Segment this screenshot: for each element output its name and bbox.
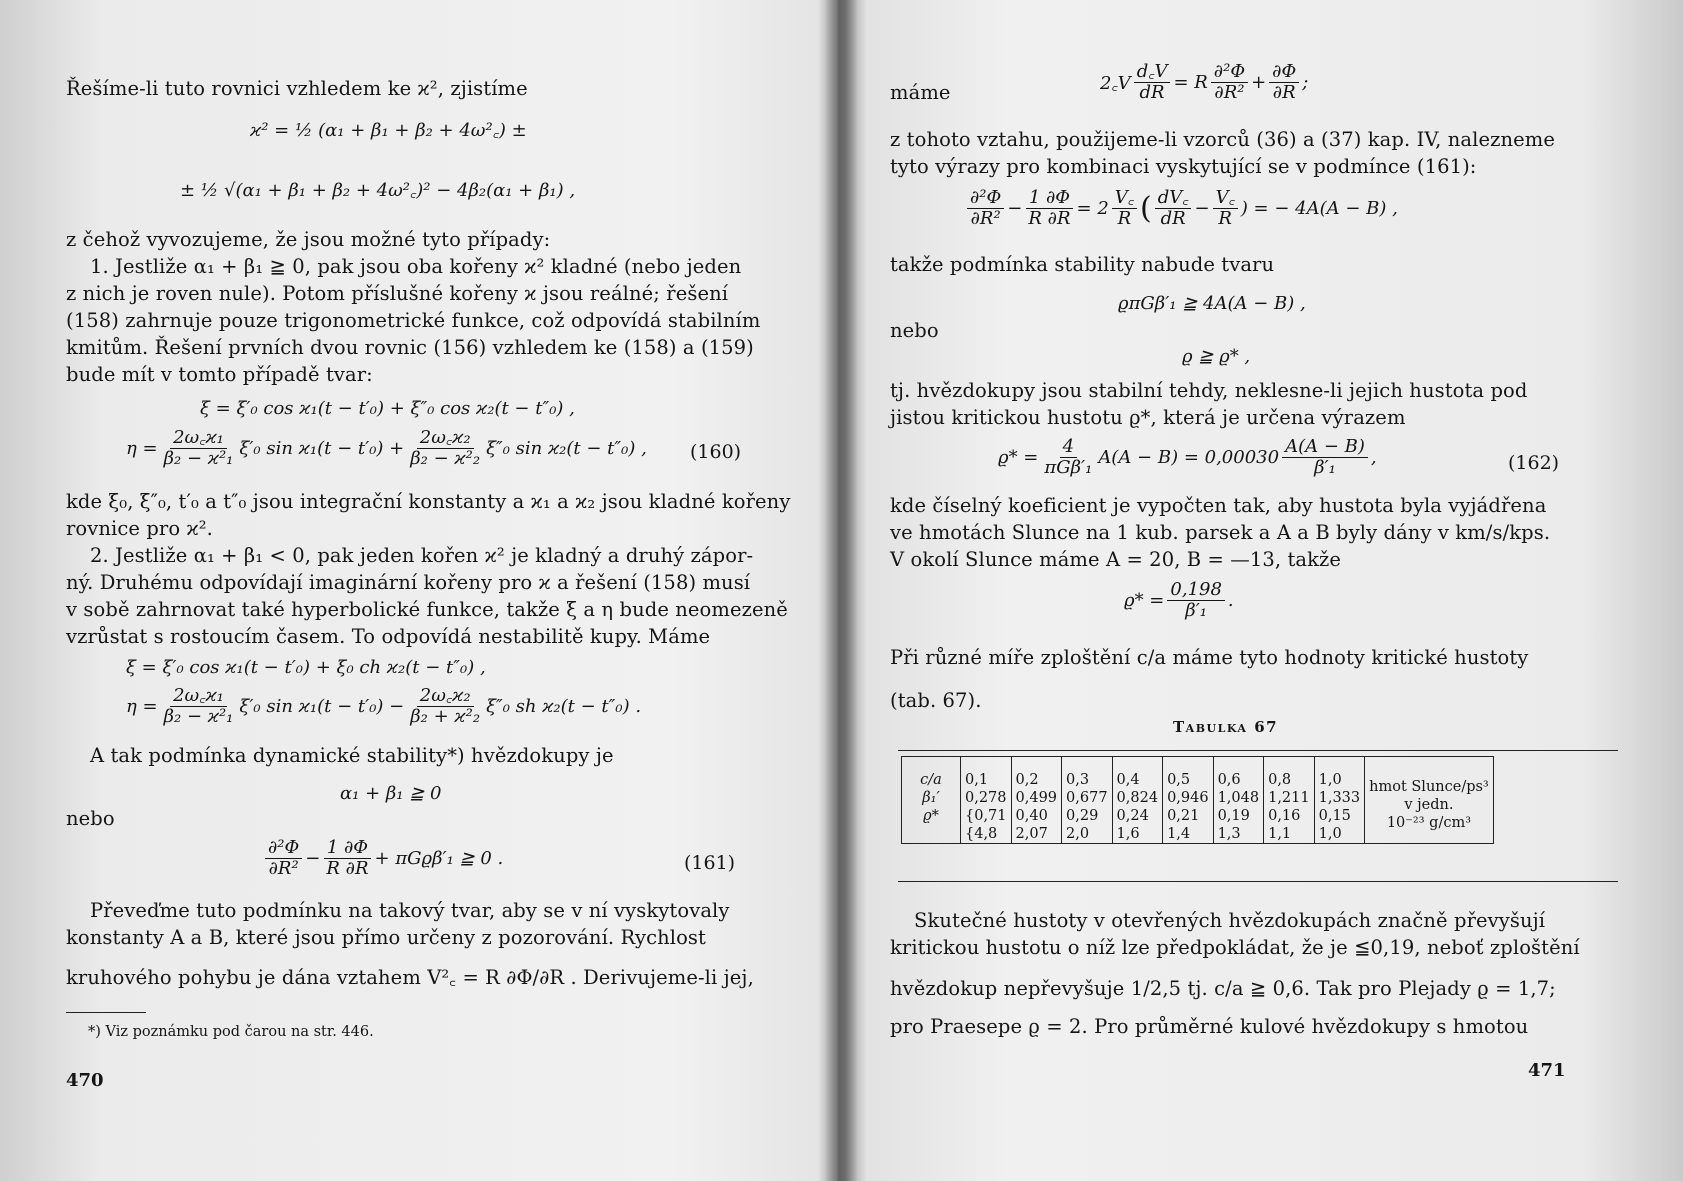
page-470 xyxy=(0,0,830,1181)
eq-part: = R xyxy=(1173,72,1208,93)
text-line: Převeďme tuto podmínku na takový tvar, aby se v ní vyskytovaly xyxy=(90,899,730,922)
table-column xyxy=(1314,757,1365,844)
page-number: 471 xyxy=(1528,1060,1566,1081)
table-cell: 2,0 xyxy=(1066,826,1090,842)
equation-number-160: (160) xyxy=(690,441,742,463)
table-cell: 10⁻²³ g/cm³ xyxy=(1386,815,1472,831)
eq-part: ξ′₀ sin ϰ₁(t − t′₀) + xyxy=(239,438,405,459)
eq-part: ϱ* = xyxy=(1124,590,1165,611)
table-unit-column xyxy=(1365,757,1494,844)
text-line: konstanty A a B, které jsou přímo určeny z pozorování. Rychlost xyxy=(66,926,706,949)
text-line: kruhového pohybu je dána vztahem V²꜀ = R ∂Φ/∂R . Derivujeme-li jej, xyxy=(66,966,754,989)
text-line: nebo xyxy=(890,319,939,342)
text-line: z nich je roven nule). Potom příslušné kořeny ϰ jsou reálné; řešení xyxy=(66,282,729,305)
text-line: kmitům. Řešení prvních dvou rovnic (156) vzhledem ke (158) a (159) xyxy=(66,336,754,359)
text-line: z tohoto vztahu, použijeme-li vzorců (36) a (37) kap. IV, nalezneme xyxy=(890,128,1556,151)
fraction-denominator: β′₁ xyxy=(1185,600,1208,621)
equation-combination xyxy=(964,188,1398,229)
table-cell: {4,8 xyxy=(965,826,998,842)
table-cell: hmot Slunce/ps³ xyxy=(1369,779,1489,795)
table-column xyxy=(1213,757,1264,844)
eq-part: − xyxy=(305,848,321,869)
fraction-denominator: β₂ − ϰ²₁ xyxy=(163,706,234,727)
fraction xyxy=(1025,188,1073,229)
text-line: rovnice pro ϰ². xyxy=(66,517,213,540)
eq-part: ξ′₀ sin ϰ₁(t − t′₀) − xyxy=(239,696,405,717)
table-cell: 1,0 xyxy=(1318,772,1342,788)
table-cell: 1,4 xyxy=(1167,826,1191,842)
eq-part: 2꜀V xyxy=(1100,72,1131,94)
fraction xyxy=(1112,188,1137,229)
text-line: Řešíme-li tuto rovnici vzhledem ke ϰ², zjistíme xyxy=(66,77,528,100)
fraction-numerator: ∂²Φ xyxy=(1211,62,1248,83)
equation-161 xyxy=(262,838,503,879)
fraction-numerator: ∂Φ xyxy=(1269,62,1299,83)
table-row xyxy=(902,757,1494,844)
fraction-denominator: R ∂R xyxy=(326,858,369,879)
equation-xi-unstable: ξ = ξ′₀ cos ϰ₁(t − t′₀) + ξ₀ ch ϰ₂(t − t″₀) , xyxy=(126,657,486,678)
fraction xyxy=(407,428,483,469)
table-row-labels xyxy=(902,757,961,844)
text-line: bude mít v tomto případě tvar: xyxy=(66,363,373,386)
page-number: 470 xyxy=(66,1070,104,1091)
table-67 xyxy=(901,756,1494,844)
eq-part: , xyxy=(1370,447,1377,468)
table-cell: 2,07 xyxy=(1015,826,1048,842)
fraction-numerator: d꜀V xyxy=(1134,62,1171,83)
text-line: (158) zahrnuje pouze trigonometrické funkce, což odpovídá stabilním xyxy=(66,309,761,332)
table-cell: v jedn. xyxy=(1404,797,1454,813)
equation-xi-stable: ξ = ξ′₀ cos ϰ₁(t − t′₀) + ξ″₀ cos ϰ₂(t − t″₀) , xyxy=(200,398,575,419)
table-cell: 0,40 xyxy=(1015,808,1048,824)
table-cell: 0,677 xyxy=(1066,790,1108,806)
table-column xyxy=(1264,757,1315,844)
eq-part: ; xyxy=(1302,72,1309,93)
fraction xyxy=(1134,62,1171,103)
equation-stability: ϱπGβ′₁ ≧ 4A(A − B) , xyxy=(1118,293,1306,314)
fraction-denominator: R xyxy=(1117,208,1132,229)
fraction-numerator: 1 ∂Φ xyxy=(1026,188,1073,209)
table-cell: 0,16 xyxy=(1268,808,1301,824)
text-line: Při různé míře zploštění c/a máme tyto hodnoty kritické hustoty xyxy=(890,646,1529,669)
equation-eta-unstable xyxy=(126,686,641,727)
fraction xyxy=(1041,437,1095,478)
fraction-numerator: ∂²Φ xyxy=(265,838,302,859)
fraction-numerator: V꜀ xyxy=(1213,188,1238,209)
table-cell: 1,3 xyxy=(1217,826,1241,842)
equation-kappa-2: ± ½ √(α₁ + β₁ + β₂ + 4ω²꜀)² − 4β₂(α₁ + β₁) , xyxy=(180,180,576,201)
fraction xyxy=(265,838,302,879)
eq-part: A(A − B) = 0,00030 xyxy=(1098,447,1280,468)
text-line: v sobě zahrnovat také hyperbolické funkce, takže ξ a η bude neomezeně xyxy=(66,598,788,621)
text-line: V okolí Slunce máme A = 20, B = —13, takže xyxy=(890,548,1342,571)
fraction-denominator: πGβ′₁ xyxy=(1044,457,1093,478)
eq-part: . xyxy=(1227,590,1234,611)
eq-part: + xyxy=(1251,72,1267,93)
fraction-numerator: dV꜀ xyxy=(1155,188,1192,209)
text-line: vzrůstat s rostoucím časem. To odpovídá nestabilitě kupy. Máme xyxy=(66,625,711,648)
equation-condition: α₁ + β₁ ≧ 0 xyxy=(340,783,442,804)
text-line: pro Praesepe ϱ = 2. Pro průměrné kulové hvězdokupy s hmotou xyxy=(890,1015,1529,1038)
fraction xyxy=(1167,580,1225,621)
fraction-numerator: 4 xyxy=(1060,437,1077,458)
table-column xyxy=(1011,757,1062,844)
fraction xyxy=(161,686,237,727)
text-line: z čehož vyvozujeme, že jsou možné tyto případy: xyxy=(66,228,551,251)
table-column xyxy=(1112,757,1163,844)
table-cell: β₁′ xyxy=(922,790,940,806)
equation-critical-value xyxy=(1124,580,1234,621)
eq-part: ξ″₀ sin ϰ₂(t − t″₀) , xyxy=(486,438,647,459)
fraction-denominator: ∂R² xyxy=(970,208,1001,229)
fraction-denominator: ∂R² xyxy=(268,858,299,879)
eq-part: ξ″₀ sh ϰ₂(t − t″₀) . xyxy=(486,696,642,717)
table-column xyxy=(1062,757,1113,844)
text-line: 2. Jestliže α₁ + β₁ < 0, pak jeden kořen ϰ² je kladný a druhý zápor- xyxy=(90,544,754,567)
fraction xyxy=(1282,437,1368,478)
eq-part: = 2 xyxy=(1076,198,1109,219)
fraction-denominator: dR xyxy=(1139,82,1165,103)
equation-mame xyxy=(1100,62,1308,103)
table-cell: 0,5 xyxy=(1167,772,1191,788)
text-line: tj. hvězdokupy jsou stabilní tehdy, neklesne-li jejich hustota pod xyxy=(890,379,1528,402)
table-cell: 0,1 xyxy=(965,772,989,788)
fraction-numerator: 1 ∂Φ xyxy=(324,838,371,859)
text-line: Skutečné hustoty v otevřených hvězdokupách značně převyšují xyxy=(914,909,1546,932)
equation-critical-density xyxy=(998,437,1377,478)
text-line: tyto výrazy pro kombinaci vyskytující se v podmínce (161): xyxy=(890,155,1477,178)
fraction-denominator: ∂R² xyxy=(1214,82,1245,103)
fraction xyxy=(161,428,237,469)
fraction xyxy=(1211,62,1248,103)
table-67-frame xyxy=(898,750,1618,882)
fraction-numerator: ∂²Φ xyxy=(967,188,1004,209)
table-cell: ϱ* xyxy=(923,808,939,824)
text-line: A tak podmínka dynamické stability*) hvězdokupy je xyxy=(90,744,614,767)
fraction-numerator: 2ω꜀ϰ₁ xyxy=(170,686,227,707)
equation-rho: ϱ ≧ ϱ* , xyxy=(1182,346,1251,367)
fraction xyxy=(407,686,483,727)
fraction xyxy=(1213,188,1238,229)
table-column xyxy=(961,757,1012,844)
fraction xyxy=(1155,188,1192,229)
fraction-denominator: R xyxy=(1218,208,1232,229)
page-471 xyxy=(838,0,1683,1181)
table-cell: 0,19 xyxy=(1217,808,1250,824)
text-line: máme xyxy=(890,81,951,104)
eq-part: − xyxy=(1194,198,1210,219)
text-line: takže podmínka stability nabude tvaru xyxy=(890,253,1275,276)
fraction-denominator: ∂R xyxy=(1272,82,1296,103)
table-cell: 0,29 xyxy=(1066,808,1099,824)
text-line: hvězdokup nepřevyšuje 1/2,5 tj. c/a ≧ 0,6. Tak pro Plejady ϱ = 1,7; xyxy=(890,977,1556,1000)
footnote: *) Viz poznámku pod čarou na str. 446. xyxy=(88,1024,374,1040)
equation-kappa-1: ϰ² = ½ (α₁ + β₁ + β₂ + 4ω²꜀) ± xyxy=(250,120,527,141)
footnote-rule xyxy=(66,1012,146,1013)
text-line: ný. Druhému odpovídají imaginární kořeny pro ϰ a řešení (158) musí xyxy=(66,571,751,594)
fraction-denominator: β′₁ xyxy=(1314,457,1336,478)
equation-number-162: (162) xyxy=(1508,452,1560,474)
table-cell: 1,0 xyxy=(1318,826,1342,842)
eq-part: ϱ* = xyxy=(998,447,1039,468)
fraction xyxy=(1269,62,1299,103)
eq-part: + πGϱβ′₁ ≧ 0 . xyxy=(374,848,504,869)
table-cell: 0,278 xyxy=(965,790,1007,806)
fraction-numerator: 0,198 xyxy=(1167,580,1225,601)
table-caption: Tabulka 67 xyxy=(1173,718,1279,736)
table-cell: 1,6 xyxy=(1116,826,1140,842)
table-cell: 0,6 xyxy=(1217,772,1241,788)
table-cell: 0,946 xyxy=(1167,790,1209,806)
fraction-denominator: β₂ − ϰ²₁ xyxy=(163,448,234,469)
table-cell: 0,2 xyxy=(1015,772,1039,788)
table-cell: c/a xyxy=(920,772,942,788)
eq-part: η = xyxy=(126,696,158,717)
text-line: ve hmotách Slunce na 1 kub. parsek a A a B byly dány v km/s/kps. xyxy=(890,521,1551,544)
text-line: 1. Jestliže α₁ + β₁ ≧ 0, pak jsou oba kořeny ϰ² kladné (nebo jeden xyxy=(90,255,742,278)
table-cell: 0,824 xyxy=(1116,790,1159,806)
table-cell: 0,24 xyxy=(1116,808,1149,824)
eq-part: ( xyxy=(1140,191,1152,226)
text-line: kritickou hustotu o níž lze předpokládat, že je ≦0,19, neboť zploštění xyxy=(890,936,1580,959)
table-cell: 1,211 xyxy=(1268,790,1310,806)
fraction-numerator: V꜀ xyxy=(1112,188,1137,209)
text-line: (tab. 67). xyxy=(890,689,982,712)
table-cell: 0,3 xyxy=(1066,772,1090,788)
table-cell: 0,499 xyxy=(1015,790,1058,806)
text-line: nebo xyxy=(66,807,115,830)
table-cell: 0,8 xyxy=(1268,772,1292,788)
table-cell: 0,21 xyxy=(1167,808,1200,824)
table-cell: 1,1 xyxy=(1268,826,1292,842)
eq-part: ) = − 4A(A − B) , xyxy=(1240,198,1398,219)
equation-number-161: (161) xyxy=(684,852,736,874)
fraction xyxy=(967,188,1004,229)
text-line: kde číselný koeficient je vypočten tak, aby hustota byla vyjádřena xyxy=(890,494,1547,517)
fraction-denominator: R ∂R xyxy=(1028,208,1071,229)
fraction xyxy=(323,838,371,879)
fraction-numerator: A(A − B) xyxy=(1282,437,1368,458)
text-line: kde ξ₀, ξ″₀, t′₀ a t″₀ jsou integrační konstanty a ϰ₁ a ϰ₂ jsou kladné kořeny xyxy=(66,490,791,513)
fraction-numerator: 2ω꜀ϰ₂ xyxy=(417,686,474,707)
fraction-denominator: dR xyxy=(1160,208,1186,229)
table-column xyxy=(1163,757,1214,844)
table-cell: 1,048 xyxy=(1217,790,1260,806)
table-cell: 0,4 xyxy=(1116,772,1140,788)
fraction-numerator: 2ω꜀ϰ₂ xyxy=(417,428,474,449)
fraction-denominator: β₂ − ϰ²₂ xyxy=(410,448,481,469)
eq-part: η = xyxy=(126,438,158,459)
table-cell: 0,15 xyxy=(1318,808,1351,824)
equation-eta-stable xyxy=(126,428,647,469)
fraction-numerator: 2ω꜀ϰ₁ xyxy=(170,428,227,449)
eq-part: − xyxy=(1007,198,1023,219)
text-line: jistou kritickou hustotu ϱ*, která je určena výrazem xyxy=(890,406,1406,429)
table-cell: 1,333 xyxy=(1318,790,1361,806)
fraction-denominator: β₂ + ϰ²₂ xyxy=(410,706,481,727)
table-cell: {0,71 xyxy=(965,808,1007,824)
